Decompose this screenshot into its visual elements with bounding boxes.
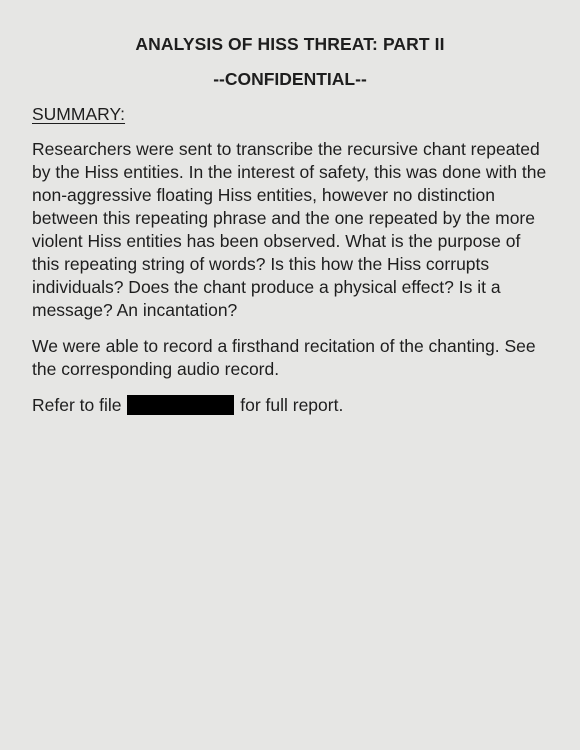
- summary-paragraph-1: Researchers were sent to transcribe the recursive chant repeated by the Hiss entities. In the interest of safety, this was done with the non-aggressive floating Hiss entities, however no distinction between this repeating phrase and the one repeated by the more violent Hiss entities has been observed. What is the purpose of this repeating string of words? Is this how the Hiss corrupts individuals? Does the chant produce a physical effect? Is it a message? An incantation?: [32, 139, 547, 320]
- refer-to-file-line: [32, 394, 548, 417]
- refer-suffix: for full report.: [235, 395, 344, 415]
- classification-label: --CONFIDENTIAL--: [213, 69, 367, 89]
- refer-prefix: Refer to file: [32, 395, 127, 415]
- document-title: ANALYSIS OF HISS THREAT: PART II: [135, 34, 445, 54]
- document-page: [32, 33, 548, 417]
- redacted-file-name: [127, 395, 234, 415]
- summary-heading: SUMMARY:: [32, 104, 126, 124]
- summary-paragraph-2: We were able to record a firsthand recitation of the chanting. See the corresponding audio record.: [32, 336, 536, 379]
